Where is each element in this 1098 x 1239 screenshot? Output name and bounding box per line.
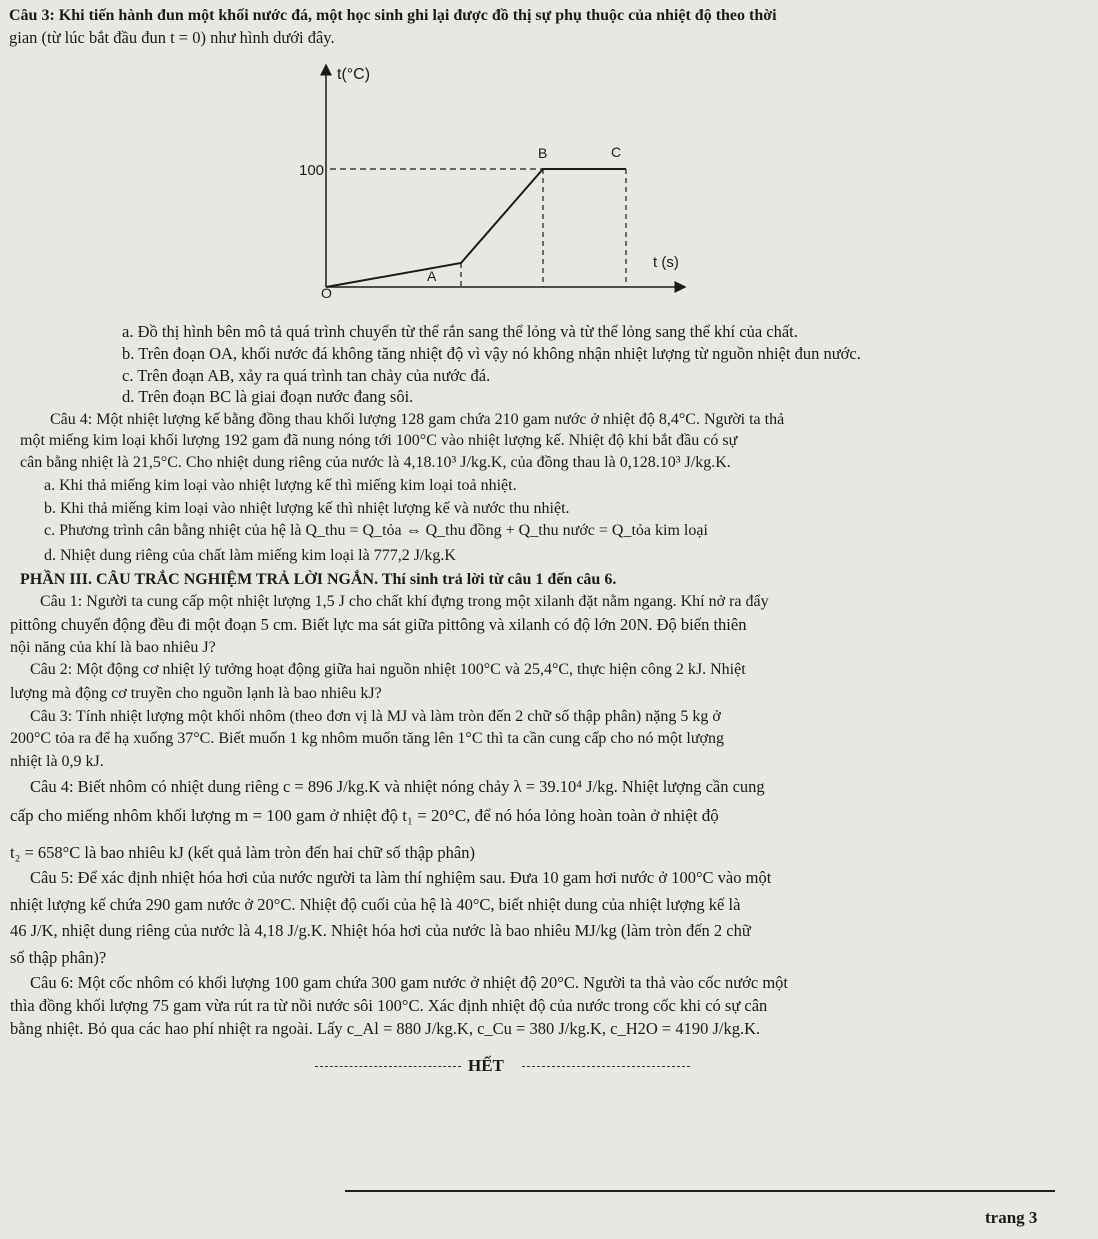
q4-option-b: b. Khi thả miếng kim loại vào nhiệt lượng kế thì nhiệt lượng kế và nước thu nhiệt. (44, 500, 570, 517)
point-b-label: B (538, 145, 548, 161)
q3-line-1: Câu 3: Khi tiến hành đun một khối nước đá, một học sinh ghi lại được đồ thị sự phụ thuộc của nhiệt độ theo thời (9, 7, 777, 24)
end-rule-right (522, 1066, 690, 1067)
q3-line-2: gian (từ lúc bắt đầu đun t = 0) như hình dưới đây. (9, 28, 335, 47)
p3-q3-line-1: Câu 3: Tính nhiệt lượng một khối nhôm (theo đơn vị là MJ và làm tròn đến 2 chữ số thập phân) nặng 5 kg ở (30, 708, 721, 725)
p3-q2-line-2: lượng mà động cơ truyền cho nguồn lạnh là bao nhiêu kJ? (10, 685, 382, 702)
q4-line-3: cân bằng nhiệt là 21,5°C. Cho nhiệt dung riêng của nước là 4,18.10³ J/kg.K, của đồng thau là 0,128.10³ J/kg.K. (20, 454, 731, 471)
footer-rule (345, 1190, 1055, 1192)
p3-q5-line-4: số thập phân)? (10, 948, 107, 967)
q4-line-2: một miếng kim loại khối lượng 192 gam đã nung nóng tới 100°C vào nhiệt lượng kế. Nhiệt độ khi bắt đầu có sự (20, 432, 738, 449)
p3-q4-line-2: cấp cho miếng nhôm khối lượng m = 100 gam ở nhiệt độ t₁ = 20°C, để nó hóa lỏng hoàn toàn ở nhiệt độ (10, 806, 719, 825)
x-axis-label: t (s) (653, 254, 679, 271)
p3-q6-line-3: bằng nhiệt. Bỏ qua các hao phí nhiệt ra ngoài. Lấy c_Al = 880 J/kg.K, c_Cu = 380 J/kg.K, c_H2O = 4190 J/kg.K. (10, 1019, 761, 1038)
point-a-label: A (427, 268, 437, 284)
q4-line-1: Câu 4: Một nhiệt lượng kế bằng đồng thau khối lượng 128 gam chứa 210 gam nước ở nhiệt độ 8,4°C. Người ta thả (50, 411, 785, 428)
p3-q6-line-2: thìa đồng khối lượng 75 gam vừa rút ra từ nồi nước sôi 100°C. Xác định nhiệt độ của nước trong cốc khi có sự cân (10, 996, 768, 1015)
q4-option-c: c. Phương trình cân bằng nhiệt của hệ là Q_thu = Q_tỏa ⇔ Q_thu đồng + Q_thu nước = Q_tỏa kim loại (44, 522, 708, 539)
temperature-curve (326, 169, 626, 287)
end-label: HẾT (468, 1056, 504, 1075)
q3-option-b: b. Trên đoạn OA, khối nước đá không tăng nhiệt độ vì vậy nó không nhận nhiệt lượng từ nguồn nhiệt đun nước. (122, 344, 861, 363)
q4-option-d: d. Nhiệt dung riêng của chất làm miếng kim loại là 777,2 J/kg.K (44, 547, 456, 564)
temperature-time-graph (285, 55, 705, 300)
y-value-label: 100 (299, 162, 325, 179)
q4-option-a: a. Khi thả miếng kim loại vào nhiệt lượng kế thì miếng kim loại toả nhiệt. (44, 477, 517, 494)
y-axis-label: t(°C) (337, 66, 371, 83)
p3-q1-line-3: nội năng của khí là bao nhiêu J? (10, 639, 216, 656)
p3-q6-line-1: Câu 6: Một cốc nhôm có khối lượng 100 gam chứa 300 gam nước ở nhiệt độ 20°C. Người ta thả vào cốc nước một (30, 973, 789, 992)
p3-q5-line-2: nhiệt lượng kế chứa 290 gam nước ở 20°C. Nhiệt độ cuối của hệ là 40°C, biết nhiệt dung của nhiệt lượng kế là (10, 895, 741, 914)
part-3-heading: PHẦN III. CÂU TRẮC NGHIỆM TRẢ LỜI NGẮN. Thí sinh trả lời từ câu 1 đến câu 6. (20, 571, 617, 588)
p3-q4-line-3: t₂ = 658°C là bao nhiêu kJ (kết quả làm tròn đến hai chữ số thập phân) (10, 843, 475, 862)
p3-q2-line-1: Câu 2: Một động cơ nhiệt lý tưởng hoạt động giữa hai nguồn nhiệt 100°C và 25,4°C, thực hiện công 2 kJ. Nhiệt (30, 661, 746, 678)
origin-label: O (321, 285, 332, 300)
page-number: trang 3 (985, 1208, 1038, 1227)
p3-q5-line-1: Câu 5: Để xác định nhiệt hóa hơi của nước người ta làm thí nghiệm sau. Đưa 10 gam hơi nước ở 100°C vào một (30, 868, 772, 887)
p3-q1-line-2: pittông chuyển động đều đi một đoạn 5 cm. Biết lực ma sát giữa pittông và xilanh có độ lớn 20N. Độ biến thiên (10, 615, 747, 634)
p3-q3-line-3: nhiệt là 0,9 kJ. (10, 753, 104, 770)
p3-q3-line-2: 200°C tỏa ra để hạ xuống 37°C. Biết muốn 1 kg nhôm muốn tăng lên 1°C thì ta cần cung cấp cho nó một lượng (10, 730, 724, 747)
end-rule-left (315, 1066, 461, 1067)
point-c-label: C (611, 144, 622, 160)
q3-option-a: a. Đồ thị hình bên mô tả quá trình chuyển từ thể rắn sang thể lỏng và từ thể lỏng sang thể khí của chất. (122, 322, 798, 341)
p3-q1-line-1: Câu 1: Người ta cung cấp một nhiệt lượng 1,5 J cho chất khí đựng trong một xilanh đặt nằm ngang. Khí nở ra đẩy (40, 593, 769, 610)
p3-q4-line-1: Câu 4: Biết nhôm có nhiệt dung riêng c = 896 J/kg.K và nhiệt nóng chảy λ = 39.10⁴ J/kg. Nhiệt lượng cần cung (30, 777, 765, 796)
q3-option-c: c. Trên đoạn AB, xảy ra quá trình tan chảy của nước đá. (122, 366, 491, 385)
p3-q5-line-3: 46 J/K, nhiệt dung riêng của nước là 4,18 J/g.K. Nhiệt hóa hơi của nước là bao nhiêu MJ/kg (làm tròn đến 2 chữ (10, 921, 751, 940)
q3-option-d: d. Trên đoạn BC là giai đoạn nước đang sôi. (122, 387, 414, 406)
